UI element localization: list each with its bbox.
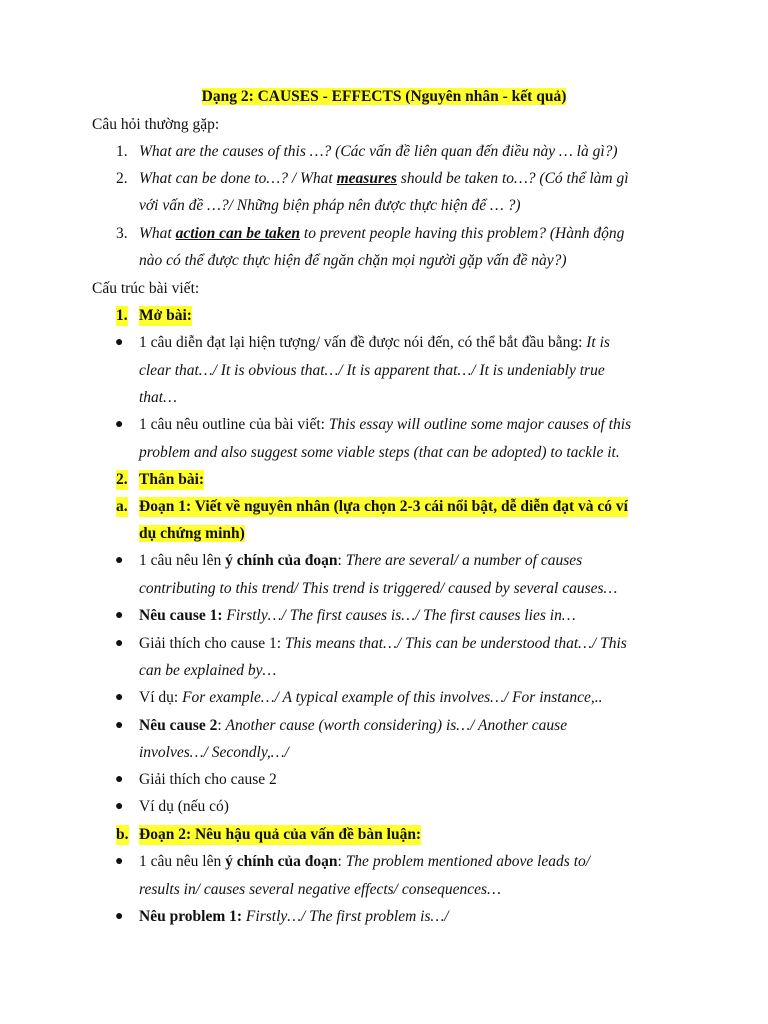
bullet-continuation [139, 361, 605, 381]
section-label: dụ chứng minh) [139, 525, 245, 542]
bullet-italic: can be explained by… [139, 662, 277, 679]
bullet-text: : [217, 717, 226, 734]
bullet-italic: It is [586, 334, 610, 351]
question-text: với vấn đề …?/ Những biện pháp nên được thực hiện để … ?) [139, 197, 521, 214]
bullet-italic: The problem mentioned above leads to/ [345, 853, 591, 870]
bullet-icon: ● [115, 690, 124, 705]
section-label: Thân bài: [139, 471, 205, 488]
bullet-text: Ví dụ: [139, 689, 183, 706]
question-text: What [139, 225, 176, 242]
question-text: What can be done to…? / What [139, 170, 337, 187]
bullet-text: 1 câu nêu outline của bài viết: [139, 416, 329, 433]
title-row [0, 87, 768, 107]
bullet-continuation [139, 743, 289, 763]
bullet-bold: Nêu cause 2 [139, 717, 218, 734]
list-number: 2. [116, 170, 128, 187]
question-text: What are the causes of this …? (Các vấn đề liên quan đến điều này … là gì?) [139, 143, 618, 160]
bullet-icon: ● [115, 608, 124, 623]
list-number: 1. [116, 143, 128, 160]
bullet-text: 1 câu diễn đạt lại hiện tượng/ vấn đề được nói đến, có thể bắt đầu bằng: [139, 334, 587, 351]
underlined-keyword: action can be taken [175, 225, 301, 242]
bullet-italic: This means that…/ This can be understood that…/ This [284, 635, 627, 652]
list-number: 2. [116, 471, 128, 488]
list-number: 3. [116, 225, 128, 242]
bullet-italic: contributing to this trend/ This trend is triggered/ caused by several causes… [139, 580, 618, 597]
bullet-text: 1 câu nêu lên [139, 552, 226, 569]
bullet-continuation [139, 443, 620, 463]
question-continuation [139, 196, 521, 216]
bullet-icon: ● [115, 718, 124, 733]
bullet-italic: For example…/ A typical example of this involves…/ For instance,.. [182, 689, 603, 706]
underlined-keyword: measures [336, 170, 397, 187]
bullet-icon: ● [115, 909, 124, 924]
bullet-italic: involves…/ Secondly,…/ [139, 744, 289, 761]
list-number: 1. [116, 307, 128, 324]
bullet-text: Giải thích cho cause 2 [139, 771, 277, 788]
bullet-bold: ý chính của đoạn [225, 552, 338, 569]
question-text: nào có thể được thực hiện để ngăn chặn mọi người gặp vấn đề này?) [139, 252, 567, 269]
bullet-icon: ● [115, 799, 124, 814]
bullet-icon: ● [115, 417, 124, 432]
bullet-italic: results in/ causes several negative effects/ consequences… [139, 881, 501, 898]
bullet-text: 1 câu nêu lên [139, 853, 226, 870]
bullet-text: Giải thích cho cause 1: [139, 635, 285, 652]
bullet-icon: ● [115, 335, 124, 350]
bullet-continuation [139, 661, 276, 681]
question-text: to prevent people having this problem? (Hành động [300, 225, 625, 242]
bullet-italic: This essay will outline some major causes of this [328, 416, 632, 433]
bullet-italic: problem and also suggest some viable steps (that can be adopted) to tackle it. [139, 444, 620, 461]
bullet-italic: Firstly…/ The first problem is…/ [242, 908, 449, 925]
bullet-bold: Nêu cause 1: [139, 607, 223, 624]
bullet-continuation [139, 880, 501, 900]
bullet-icon: ● [115, 772, 124, 787]
list-letter: a. [116, 498, 128, 515]
bullet-italic: Another cause (worth considering) is…/ Another cause [225, 717, 568, 734]
question-continuation [139, 251, 567, 271]
bullet-italic: There are several/ a number of causes [345, 552, 583, 569]
list-letter: b. [116, 826, 129, 843]
questions-heading: Câu hỏi thường gặp: [92, 116, 220, 133]
bullet-continuation [139, 579, 617, 599]
bullet-text: Ví dụ (nếu có) [139, 798, 229, 815]
bullet-italic: clear that…/ It is obvious that…/ It is apparent that…/ It is undeniably true [139, 362, 605, 379]
section-label: Mở bài: [139, 307, 192, 324]
bullet-continuation [139, 388, 177, 408]
structure-heading: Cấu trúc bài viết: [92, 280, 200, 297]
bullet-bold: ý chính của đoạn [225, 853, 338, 870]
bullet-icon: ● [115, 854, 124, 869]
section-label: Đoạn 2: Nêu hậu quả của vấn đề bàn luận: [139, 826, 422, 843]
page-title: Dạng 2: CAUSES - EFFECTS (Nguyên nhân - kết quả) [201, 88, 567, 105]
bullet-italic: that… [139, 389, 177, 406]
question-text: should be taken to…? (Có thể làm gì [396, 170, 629, 187]
paragraph-heading-continuation [139, 524, 245, 544]
bullet-text: : [337, 853, 346, 870]
bullet-bold: Nêu problem 1: [139, 908, 243, 925]
bullet-icon: ● [115, 636, 124, 651]
bullet-text: : [337, 552, 346, 569]
section-label: Đoạn 1: Viết về nguyên nhân (lựa chọn 2-3 cái nổi bật, dễ diễn đạt và có ví [139, 498, 628, 515]
bullet-italic: Firstly…/ The first causes is…/ The first causes lies in… [222, 607, 576, 624]
bullet-icon: ● [115, 553, 124, 568]
